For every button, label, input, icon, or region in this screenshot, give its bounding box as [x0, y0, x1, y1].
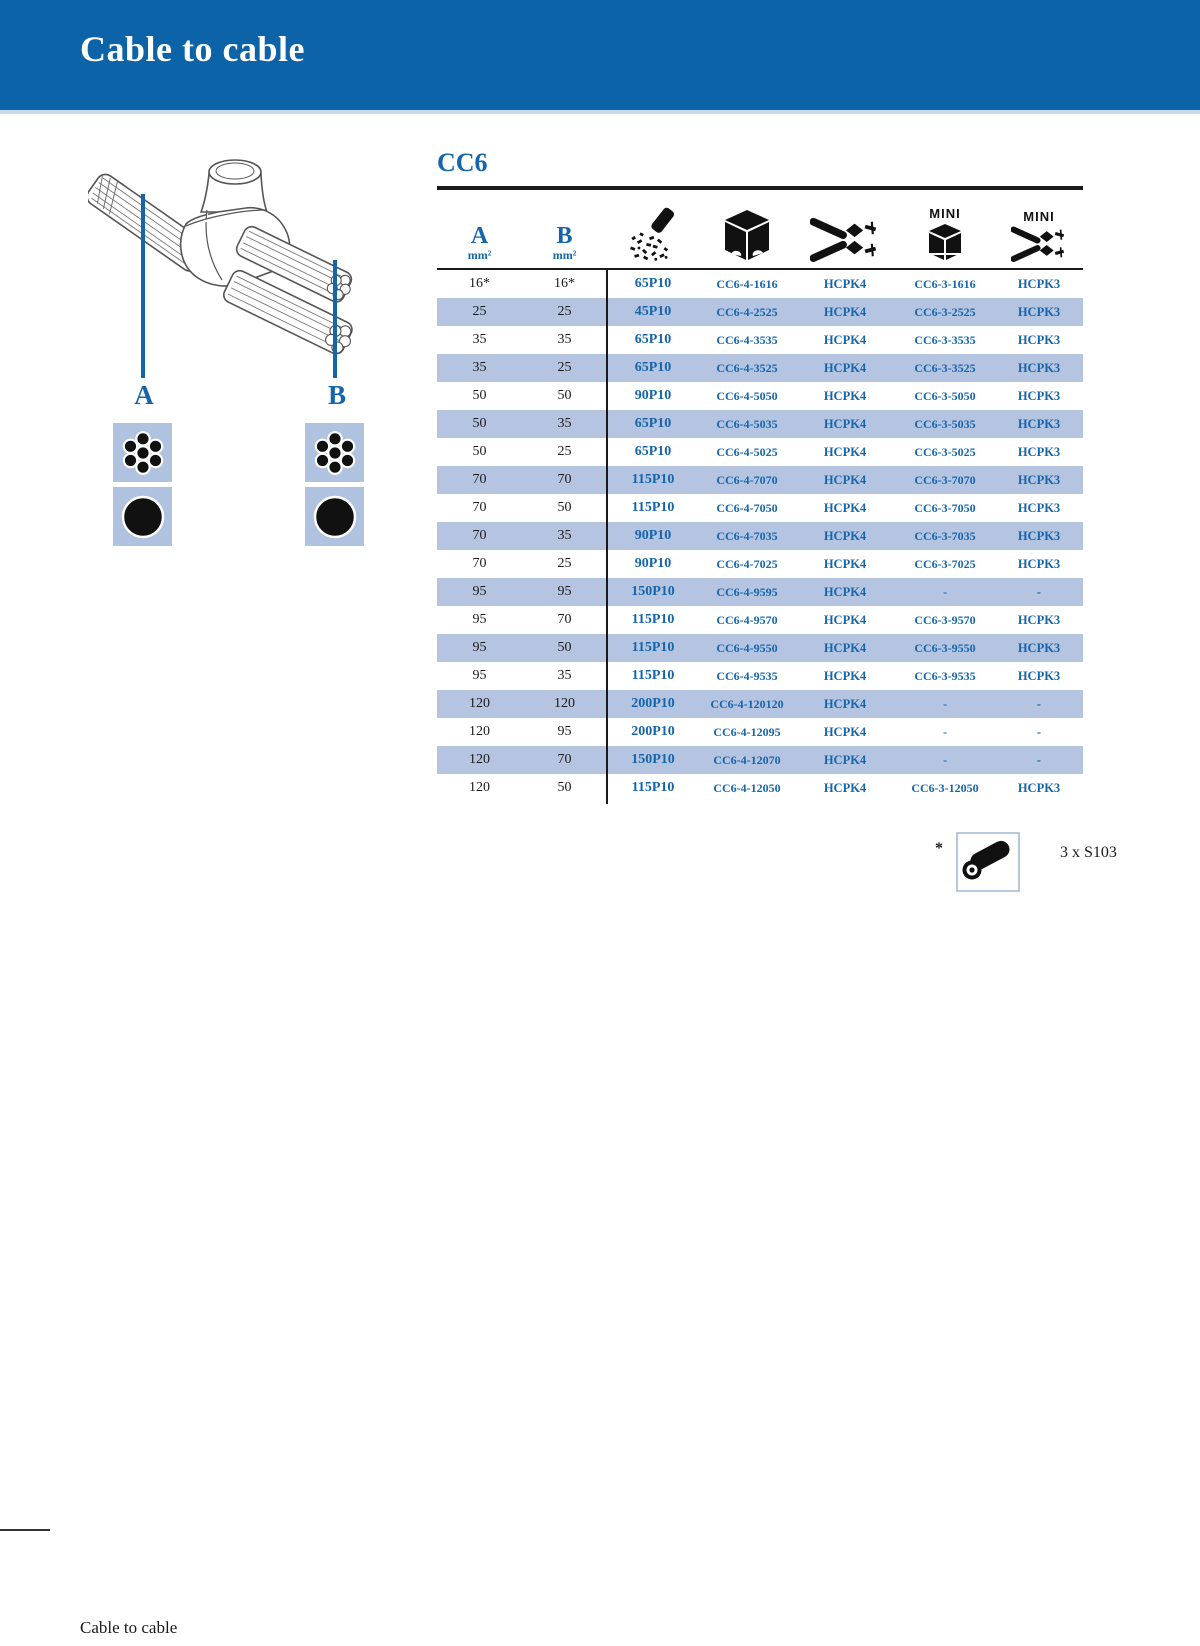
cell-clamp: HCPK4 [823, 388, 867, 403]
stranded-cable-icon [310, 428, 360, 478]
clamp-icon [810, 216, 880, 262]
cell-powder: 90P10 [634, 528, 672, 543]
col-b-header [522, 194, 607, 266]
table-row [437, 354, 1083, 382]
cable-b-solid-swatch [305, 487, 364, 546]
footnote-marker: * [935, 840, 943, 857]
connector-line-art [88, 148, 380, 388]
table-row [437, 578, 1083, 606]
cell-a: 50 [472, 416, 487, 431]
cell-mini-clamp: - [1036, 584, 1042, 599]
cell-mini-mold: CC6-3-5050 [914, 388, 976, 403]
cell-mold: CC6-4-7050 [716, 500, 778, 515]
cable-b-stranded-swatch [305, 423, 364, 482]
cell-mold: CC6-4-7035 [716, 528, 778, 543]
footnote-icon-box [956, 832, 1020, 892]
cell-powder: 150P10 [631, 584, 675, 599]
cable-a-stranded-swatch [113, 423, 172, 482]
cell-powder: 65P10 [634, 276, 672, 291]
cell-mini-clamp: - [1036, 696, 1042, 711]
cell-a: 25 [472, 304, 487, 319]
cell-mini-mold: CC6-3-3535 [914, 332, 976, 347]
col-mold-header [699, 194, 795, 266]
cell-clamp: HCPK4 [823, 332, 867, 347]
cell-powder: 90P10 [634, 388, 672, 403]
cell-mini-clamp: HCPK3 [1017, 416, 1061, 431]
cell-mini-mold: CC6-3-7025 [914, 556, 976, 571]
title-rule [437, 186, 1083, 190]
cell-a: 50 [472, 444, 487, 459]
mini-clamp-icon [1011, 225, 1067, 262]
cell-mini-mold: - [943, 752, 947, 767]
column-divider [606, 268, 608, 804]
footer-label: Cable to cable [80, 1618, 178, 1637]
page-title: Cable to cable [80, 29, 305, 69]
footnote-text: 3 x S103 [1060, 844, 1117, 861]
cell-a: 120 [469, 724, 490, 739]
cell-b: 16* [554, 276, 575, 291]
cell-clamp: HCPK4 [823, 500, 867, 515]
cell-mini-clamp: HCPK3 [1017, 360, 1061, 375]
cell-powder: 45P10 [634, 304, 672, 319]
cell-b: 35 [557, 528, 572, 543]
col-mini-clamp-header [995, 194, 1083, 266]
cell-b: 35 [557, 332, 572, 347]
table-row [437, 550, 1083, 578]
cell-powder: 115P10 [631, 612, 675, 627]
cell-clamp: HCPK4 [823, 584, 867, 599]
cell-b: 25 [557, 360, 572, 375]
cell-mini-mold: CC6-3-1616 [914, 276, 976, 291]
cell-mold: CC6-4-12095 [713, 724, 781, 739]
cell-b: 50 [557, 640, 572, 655]
table-body [437, 268, 1083, 802]
cell-a: 95 [472, 612, 487, 627]
col-clamp-header [795, 194, 895, 266]
cell-clamp: HCPK4 [823, 304, 867, 319]
cell-mold: CC6-4-12070 [713, 752, 781, 767]
col-b-letter: B [556, 222, 573, 249]
table-row [437, 298, 1083, 326]
stranded-cable-icon [118, 428, 168, 478]
table-row [437, 466, 1083, 494]
cell-mini-clamp: HCPK3 [1017, 472, 1061, 487]
table-row [437, 634, 1083, 662]
cell-mini-clamp: HCPK3 [1017, 780, 1061, 795]
table-row [437, 522, 1083, 550]
solid-cable-icon [310, 492, 360, 542]
cell-mold: CC6-4-7025 [716, 556, 778, 571]
cell-mini-clamp: HCPK3 [1017, 528, 1061, 543]
splice-sleeve-icon [958, 834, 1014, 886]
powder-cartridge-icon [625, 206, 681, 262]
cell-mold: CC6-4-3525 [716, 360, 778, 375]
col-a-letter: A [470, 222, 489, 249]
cable-b-label: B [327, 380, 346, 410]
cell-mini-mold: CC6-3-9550 [914, 640, 976, 655]
table-row [437, 438, 1083, 466]
footnote [437, 832, 1117, 892]
cell-a: 35 [472, 332, 487, 347]
cell-mini-clamp: - [1036, 752, 1042, 767]
cell-mini-clamp: HCPK3 [1017, 640, 1061, 655]
cell-powder: 200P10 [631, 696, 675, 711]
cell-mold: CC6-4-2525 [716, 304, 778, 319]
cell-mini-mold: - [943, 584, 947, 599]
cell-b: 35 [557, 668, 572, 683]
table-row [437, 494, 1083, 522]
col-a-unit: mm² [467, 247, 492, 262]
page-header [0, 0, 1200, 114]
cell-clamp: HCPK4 [823, 444, 867, 459]
table-title: CC6 [437, 148, 488, 177]
cell-b: 25 [557, 444, 572, 459]
cell-mini-mold: CC6-3-9570 [914, 612, 976, 627]
cell-b: 95 [557, 724, 572, 739]
cell-clamp: HCPK4 [823, 724, 867, 739]
col-a-header [437, 194, 522, 266]
cell-powder: 65P10 [634, 360, 672, 375]
table-row [437, 606, 1083, 634]
cell-b: 70 [557, 612, 572, 627]
cell-mini-clamp: HCPK3 [1017, 388, 1061, 403]
cell-clamp: HCPK4 [823, 416, 867, 431]
cell-b: 50 [557, 388, 572, 403]
cell-mini-mold: CC6-3-5035 [914, 416, 976, 431]
cell-b: 120 [554, 696, 575, 711]
cell-a: 120 [469, 780, 490, 795]
cell-clamp: HCPK4 [823, 612, 867, 627]
cell-mini-clamp: HCPK3 [1017, 304, 1061, 319]
cell-mold: CC6-4-12050 [713, 780, 781, 795]
cell-powder: 65P10 [634, 444, 672, 459]
table-row [437, 410, 1083, 438]
cell-mold: CC6-4-5050 [716, 388, 778, 403]
cell-mini-mold: CC6-3-2525 [914, 304, 976, 319]
table-row [437, 746, 1083, 774]
cell-b: 35 [557, 416, 572, 431]
cell-mold: CC6-4-9550 [716, 640, 778, 655]
cell-mini-clamp: HCPK3 [1017, 500, 1061, 515]
mold-icon [723, 208, 771, 262]
cell-a: 50 [472, 388, 487, 403]
cell-mini-mold: CC6-3-9535 [914, 668, 976, 683]
cell-mold: CC6-4-3535 [716, 332, 778, 347]
cell-mold: CC6-4-5035 [716, 416, 778, 431]
table-row [437, 662, 1083, 690]
cell-clamp: HCPK4 [823, 752, 867, 767]
cell-mini-mold: CC6-3-3525 [914, 360, 976, 375]
cell-powder: 65P10 [634, 416, 672, 431]
cell-a: 70 [472, 556, 487, 571]
cable-a-label: A [134, 380, 154, 410]
table-row [437, 690, 1083, 718]
cell-powder: 150P10 [631, 752, 675, 767]
cell-a: 35 [472, 360, 487, 375]
cell-powder: 115P10 [631, 472, 675, 487]
cell-mini-mold: CC6-3-7035 [914, 528, 976, 543]
mini-label: MINI [929, 206, 961, 221]
cell-mold: CC6-4-9595 [716, 584, 778, 599]
cell-powder: 90P10 [634, 556, 672, 571]
cell-mini-clamp: HCPK3 [1017, 612, 1061, 627]
cell-a: 16* [469, 276, 490, 291]
mini-label: MINI [1023, 209, 1055, 224]
cell-mini-mold: - [943, 696, 947, 711]
cell-mold: CC6-4-9535 [716, 668, 778, 683]
cell-mini-clamp: - [1036, 724, 1042, 739]
cell-clamp: HCPK4 [823, 696, 867, 711]
cell-b: 25 [557, 304, 572, 319]
cell-powder: 115P10 [631, 780, 675, 795]
cell-a: 70 [472, 528, 487, 543]
cell-powder: 115P10 [631, 668, 675, 683]
cell-mini-mold: - [943, 724, 947, 739]
table-row [437, 718, 1083, 746]
cell-mini-mold: CC6-3-7050 [914, 500, 976, 515]
cell-powder: 115P10 [631, 500, 675, 515]
table-row [437, 270, 1083, 298]
cell-mini-mold: CC6-3-5025 [914, 444, 976, 459]
table-header-row [437, 194, 1083, 266]
cell-b: 70 [557, 472, 572, 487]
mini-mold-icon [925, 222, 965, 262]
cell-mold: CC6-4-1616 [716, 276, 778, 291]
col-powder-header [607, 194, 699, 266]
cell-a: 95 [472, 668, 487, 683]
col-mini-mold-header [895, 194, 995, 266]
cell-a: 120 [469, 752, 490, 767]
cell-b: 25 [557, 556, 572, 571]
cell-clamp: HCPK4 [823, 472, 867, 487]
cell-mini-clamp: HCPK3 [1017, 332, 1061, 347]
cell-a: 95 [472, 640, 487, 655]
cell-mold: CC6-4-5025 [716, 444, 778, 459]
cell-b: 50 [557, 780, 572, 795]
cell-a: 70 [472, 472, 487, 487]
cell-powder: 65P10 [634, 332, 672, 347]
cell-mini-clamp: HCPK3 [1017, 668, 1061, 683]
table-row [437, 326, 1083, 354]
cell-clamp: HCPK4 [823, 780, 867, 795]
col-b-unit: mm² [552, 247, 577, 262]
cell-a: 120 [469, 696, 490, 711]
cell-a: 70 [472, 500, 487, 515]
cell-powder: 200P10 [631, 724, 675, 739]
cell-a: 95 [472, 584, 487, 599]
cell-powder: 115P10 [631, 640, 675, 655]
cell-clamp: HCPK4 [823, 556, 867, 571]
cell-b: 95 [557, 584, 572, 599]
cell-b: 50 [557, 500, 572, 515]
solid-cable-icon [118, 492, 168, 542]
cell-mold: CC6-4-120120 [710, 696, 784, 711]
cell-clamp: HCPK4 [823, 668, 867, 683]
cable-a-solid-swatch [113, 487, 172, 546]
footer-rule [0, 1529, 50, 1531]
cell-mini-clamp: HCPK3 [1017, 276, 1061, 291]
table-row [437, 774, 1083, 802]
cell-clamp: HCPK4 [823, 276, 867, 291]
cell-mini-mold: CC6-3-12050 [911, 780, 979, 795]
cell-clamp: HCPK4 [823, 528, 867, 543]
table-row [437, 382, 1083, 410]
cell-clamp: HCPK4 [823, 640, 867, 655]
cell-mini-clamp: HCPK3 [1017, 556, 1061, 571]
cell-clamp: HCPK4 [823, 360, 867, 375]
cell-mold: CC6-4-7070 [716, 472, 778, 487]
cell-mini-mold: CC6-3-7070 [914, 472, 976, 487]
cell-mold: CC6-4-9570 [716, 612, 778, 627]
cell-mini-clamp: HCPK3 [1017, 444, 1061, 459]
cell-b: 70 [557, 752, 572, 767]
